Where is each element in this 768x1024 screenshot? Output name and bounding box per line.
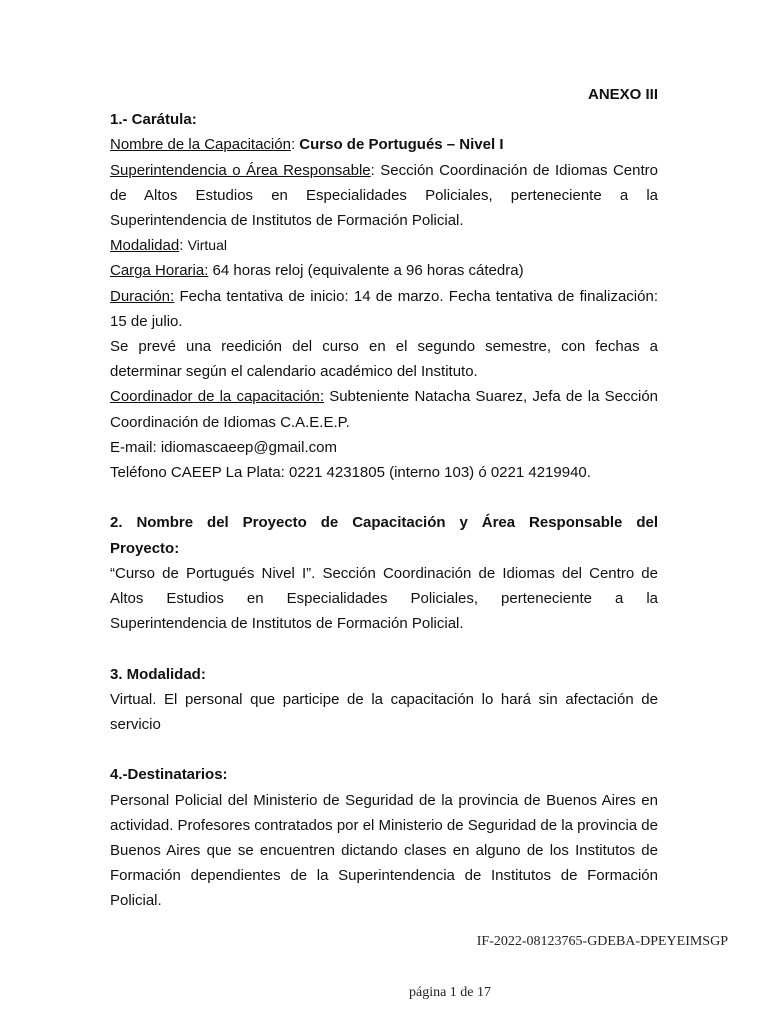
modality-label: Modalidad xyxy=(110,237,180,255)
annex-title: ANEXO III xyxy=(587,86,658,103)
section-4-body: Personal Policial del Ministerio de Seguridad de la provincia de Buenos Aires en actividad. Profesores contratados por el Ministerio de Seguridad de la provincia de Buenos Aires que se encuentren dictando clases en alguno de los Institutos de Formación dependientes de la Superintendencia de Institutos de Formación Policial. xyxy=(110,791,658,910)
section-2-body-line-3: Superintendencia de Institutos de Formación Policial. xyxy=(110,615,464,633)
workload-value: 64 horas reloj (equivalente a 96 horas cátedra) xyxy=(212,262,524,280)
section-4-heading: 4.-Destinatarios: xyxy=(110,766,228,784)
spacer xyxy=(110,636,658,661)
workload-label: Carga Horaria: xyxy=(110,262,209,280)
duration-text: Fecha tentativa de inicio: 14 de marzo. Fecha tentativa de finalización: 15 de julio. xyxy=(110,287,658,330)
coordinator-label: Coordinador de la capacitación: xyxy=(110,388,325,406)
document-id: IF-2022-08123765-GDEBA-DPEYEIMSGP xyxy=(476,934,728,949)
page-number xyxy=(0,985,768,1001)
section-3-heading: 3. Modalidad: xyxy=(110,665,206,683)
page-number-text: página 1 de 17 xyxy=(408,985,492,1000)
responsible-area-paragraph: Superintendencia o Área Responsable: Sección Coordinación de Idiomas Centro de Altos Estudios en Especialidades Policiales, perteneciente a la Superintendencia de Institutos de Formación Policial. xyxy=(110,161,658,230)
coordinator-text: Subteniente Natacha Suarez, Jefa de la Sección Coordinación de Idiomas C.A.E.E.P. xyxy=(110,388,658,431)
section-3-body: Virtual. El personal que participe de la capacitación lo hará sin afectación de servicio xyxy=(110,690,658,734)
phone-line: Teléfono CAEEP La Plata: 0221 4231805 (interno 103) ó 0221 4219940. xyxy=(110,464,591,482)
section-2-body-line-1: “Curso de Portugués Nivel I”. Sección Coordinación de Idiomas del Centro de xyxy=(110,564,658,582)
spacer xyxy=(110,737,658,762)
duration-label: Duración: xyxy=(110,287,175,305)
reedition-paragraph: Se prevé una reedición del curso en el segundo semestre, con fechas a determinar según el calendario académico del Instituto. xyxy=(110,338,658,381)
email-line: E-mail: idiomascaeep@gmail.com xyxy=(110,438,337,456)
responsible-area-label: Superintendencia o Área Responsable xyxy=(110,161,371,179)
duration-paragraph xyxy=(110,284,658,334)
modality-line: Modalidad: Virtual xyxy=(110,237,227,255)
section-1-heading: 1.- Carátula: xyxy=(110,111,197,129)
course-name-line: Nombre de la Capacitación: Curso de Portugués – Nivel I xyxy=(110,136,504,154)
responsible-area-text: Sección Coordinación de Idiomas Centro de Altos Estudios en Especialidades Policiales, perteneciente a la Superintendencia de Institutos de Formación Policial. xyxy=(110,161,658,230)
document-body xyxy=(110,82,658,914)
section-2-heading-line-2: Proyecto: xyxy=(110,539,180,557)
spacer xyxy=(110,485,658,510)
section-2-heading-line-1: 2. Nombre del Proyecto de Capacitación y Área Responsable del xyxy=(110,514,658,532)
course-name-value: Curso de Portugués – Nivel I xyxy=(299,136,504,154)
workload-line xyxy=(110,258,658,283)
coordinator-paragraph xyxy=(110,384,658,434)
modality-value: Virtual xyxy=(187,237,227,254)
section-2-body-line-2: Altos Estudios en Especialidades Policiales, perteneciente a la xyxy=(110,590,658,608)
course-name-label: Nombre de la Capacitación xyxy=(110,136,291,154)
